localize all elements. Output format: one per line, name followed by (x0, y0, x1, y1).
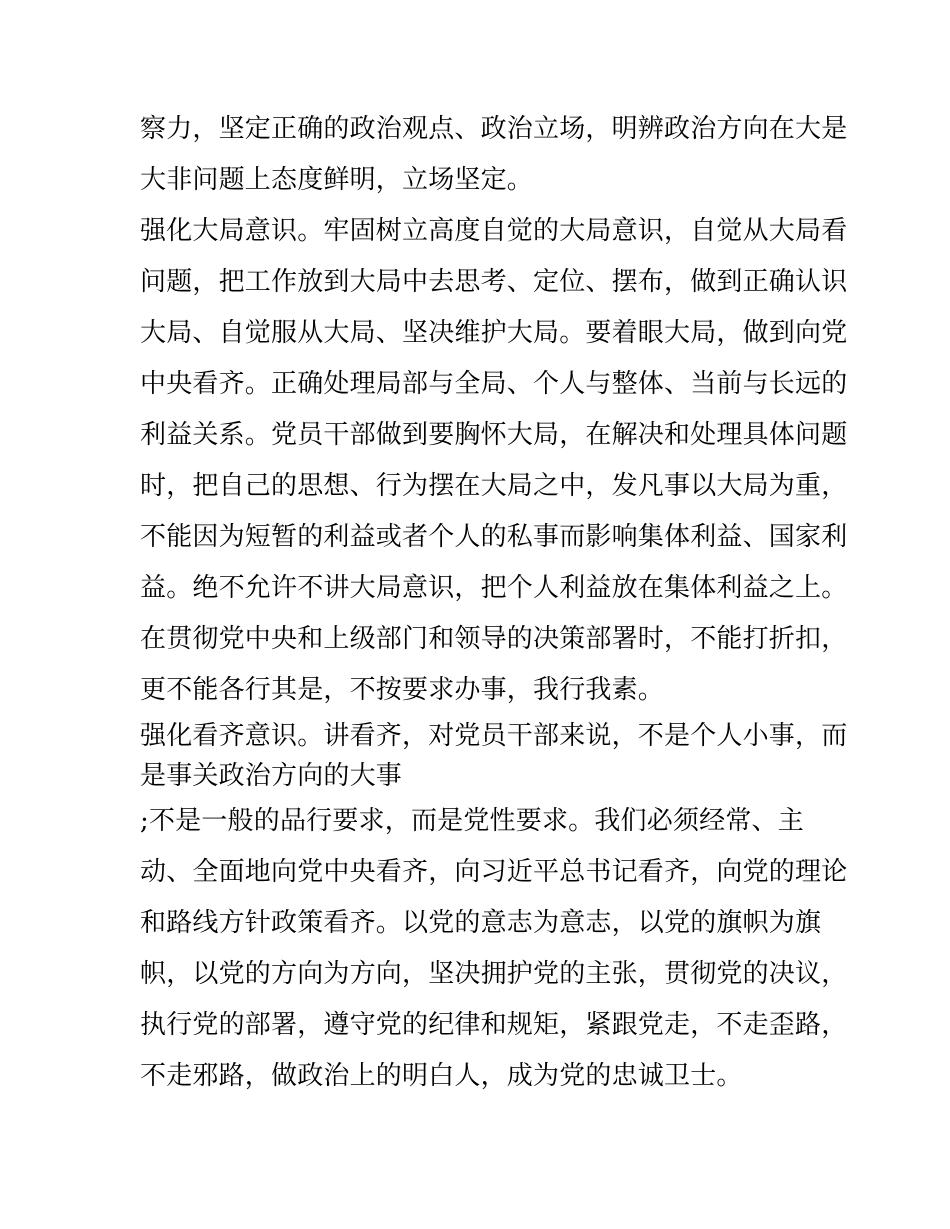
text-line: 不走邪路，做政治上的明白人，成为党的忠诚卫士。 (140, 1061, 743, 1091)
text-line: 问题，把工作放到大局中去思考、定位、摆布，做到正确认识 (140, 267, 848, 297)
text-line: ;不是一般的品行要求，而是党性要求。我们必须经常、主 (140, 806, 804, 836)
text-line: 中央看齐。正确处理局部与全局、个人与整体、当前与长远的 (140, 369, 848, 399)
text-line: 强化大局意识。牢固树立高度自觉的大局意识，自觉从大局看 (140, 216, 848, 246)
text-line: 时，把自己的思想、行为摆在大局之中，发凡事以大局为重， (140, 471, 848, 501)
text-line: 动、全面地向党中央看齐，向习近平总书记看齐，向党的理论 (140, 857, 848, 887)
text-line: 大非问题上态度鲜明，立场坚定。 (140, 165, 534, 195)
text-line: 强化看齐意识。讲看齐，对党员干部来说，不是个人小事，而 (140, 721, 848, 751)
text-line: 帜，以党的方向为方向，坚决拥护党的主张，贯彻党的决议， (140, 959, 848, 989)
text-line: 和路线方针政策看齐。以党的意志为意志，以党的旗帜为旗 (140, 908, 822, 938)
text-line: 在贯彻党中央和上级部门和领导的决策部署时，不能打折扣， (140, 624, 848, 654)
text-line: 不能因为短暂的利益或者个人的私事而影响集体利益、国家利 (140, 522, 848, 552)
text-line: 大局、自觉服从大局、坚决维护大局。要着眼大局，做到向党 (140, 318, 848, 348)
text-line: 更不能各行其是，不按要求办事，我行我素。 (140, 675, 665, 705)
text-line: 是事关政治方向的大事 (140, 761, 403, 791)
text-line: 执行党的部署，遵守党的纪律和规矩，紧跟党走，不走歪路， (140, 1010, 848, 1040)
text-line: 察力，坚定正确的政治观点、政治立场，明辨政治方向在大是 (140, 114, 848, 144)
body-text (140, 104, 848, 1102)
text-line: 利益关系。党员干部做到要胸怀大局，在解决和处理具体问题 (140, 420, 848, 450)
text-line: 益。绝不允许不讲大局意识，把个人利益放在集体利益之上。 (140, 573, 848, 603)
